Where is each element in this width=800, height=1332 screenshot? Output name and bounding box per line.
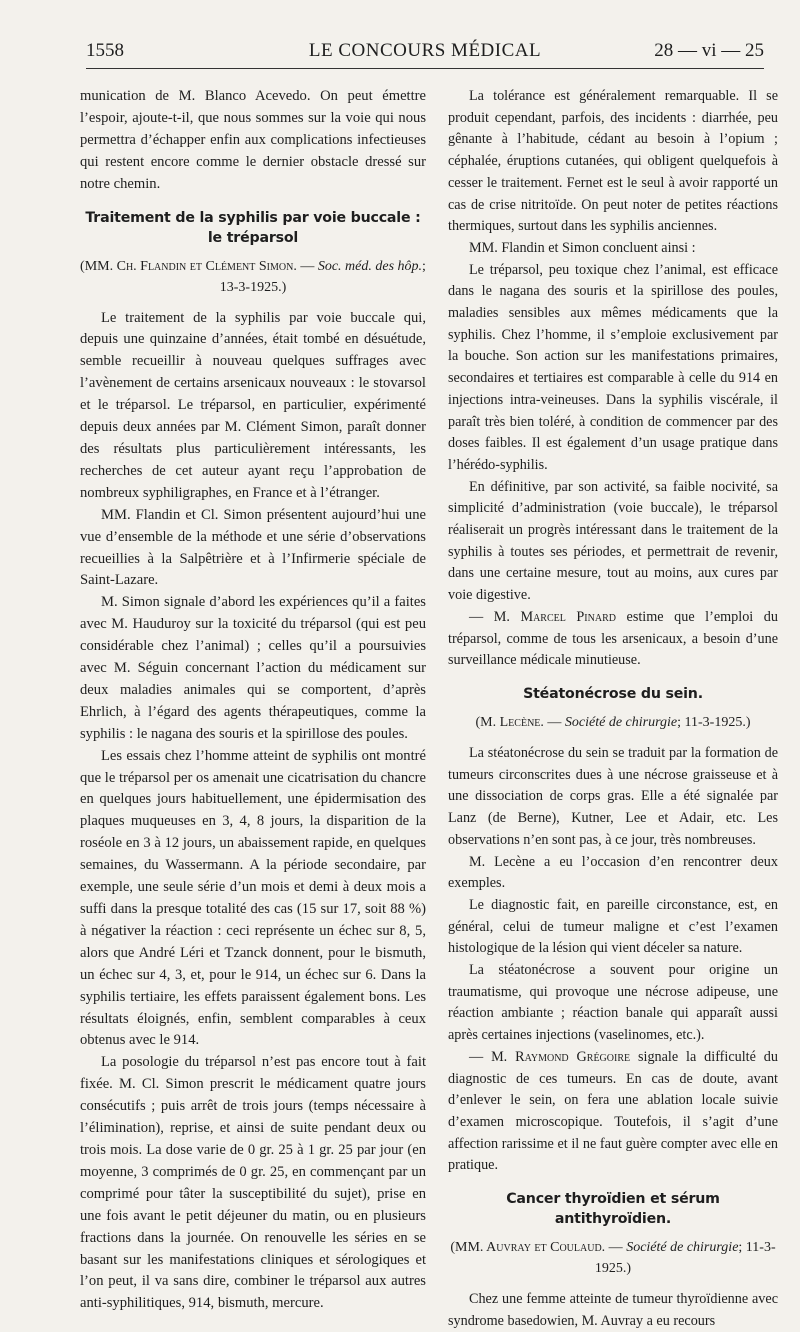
paragraph-text: signale la difficulté du diagnostic de ces tumeurs. En cas de doute, avant d’enlever le sein, on fera une ablation locale suivie d’examen microscopique. Toutefois, il s’agit d’une affection rarissime et il ne faut guère compter avec elle en pratique. — [448, 1048, 778, 1174]
issue-date: 28 — vi — 25 — [654, 40, 764, 61]
ref-date: ; 11-3-1925.) — [594, 1240, 776, 1277]
paragraph: Chez une femme atteinte de tumeur thyroïdienne avec syndrome basedowien, M. Auvray a eu recours — [448, 1291, 778, 1329]
paragraph: Le traitement de la syphilis par voie buccale qui, depuis une quinzaine d’années, était tombé en désuétude, semble recueillir à nouveau quelques suffrages avec l’avènement de certains arsenicaux nouveaux : le stovarsol et le tréparsol. Le tréparsol, en particulier, expérimenté depuis deux années par M. Clément Simon, paraît donner des résultats plus particulièrement intéressants, les recherches de cet auteur ayant reçu l’approbation de nombreux syphiligraphes, en France et à l’étranger. — [80, 309, 426, 501]
speaker-name: — M. Raymond Grégoire — [469, 1048, 631, 1065]
ref-source: Société de chirurgie — [564, 714, 678, 730]
paragraph: La stéatonécrose a souvent pour origine un traumatisme, qui provoque une nécrose adipeuse, une réaction ambiante ; réaction banale qui apparaît aussi après certaines injections (vaselinomes, etc.). — [448, 962, 778, 1044]
section-title: Traitement de la syphilis par voie buccale : le tréparsol — [85, 209, 421, 246]
ref-authors: (M. Lecène. — — [475, 714, 562, 730]
journal-title: LE CONCOURS MÉDICAL — [308, 40, 542, 61]
header-rule — [86, 68, 764, 69]
ref-authors: (MM. Auvray et Coulaud. — — [450, 1240, 623, 1256]
page-number: 1558 — [86, 40, 124, 61]
paragraph: Les essais chez l’homme atteint de syphilis ont montré que le tréparsol per os amenait une cicatrisation du chancre en quelques jours habituellement, une épidermisation des plaques muqueuses en 3, 4, 8 jours, la disparition de la roséole en 3 à 12 jours, un abaissement rapide, en quelques semaines, du Wassermann. A la période secondaire, par exemple, une seule série d’un mois et demi à deux mois a suffi dans la presque totalité des cas (15 sur 17, soit 88 %) à négativer la réaction : ceci représente un échec sur 8, 5, alors que André Léri et Tzanck donnent, pour le bismuth, un échec sur 4, 3, et, pour le 914, un échec sur 6. Dans la syphilis tertiaire, les effets paraissent également bons. Les résultats éloignés, enfin, semblent comparables à ceux obtenus avec le 914. — [80, 747, 426, 1049]
section-title: Stéatonécrose du sein. — [523, 685, 703, 702]
speaker-name: — M. Marcel Pinard — [469, 608, 616, 625]
paragraph: MM. Flandin et Cl. Simon présentent aujourd’hui une vue d’ensemble de la méthode et une série d’observations recueillies à la Salpêtrière et à l’Infirmerie spéciale de Saint-Lazare. — [80, 506, 426, 589]
section-reference — [448, 1237, 778, 1279]
section-title: Cancer thyroïdien et sérum antithyroïdien. — [506, 1191, 720, 1228]
paragraph: En définitive, par son activité, sa faible nocivité, sa simplicité d’administration (voie buccale), le tréparsol réaliserait un progrès intéressant dans le traitement de la syphilis à toutes ses périodes, et permettrait de revenir, dans une certaine mesure, tout au moins, aux cures par voie digestive. — [448, 478, 778, 604]
paragraph: MM. Flandin et Simon concluent ainsi : — [469, 239, 696, 256]
ref-date: ; 13-3-1925.) — [219, 258, 426, 295]
paragraph: M. Simon signale d’abord les expériences qu’il a faites avec M. Hauduroy sur la toxicité du tréparsol (qui est peu considérable chez l’animal) ; celles qu’il a poursuivies avec M. Séguin concernant l’action du médicament sur deux maladies animales qui se comportent, d’après Ehrlich, à l’égard des agents thérapeutiques, comme la syphilis : le nagana des souris et la spirillose des poules. — [80, 594, 426, 742]
paragraph — [448, 1047, 778, 1177]
paragraph: munication de M. Blanco Acevedo. On peut émettre l’espoir, ajoute-t-il, que nous sommes sur la voie qui nous permettra d’échapper enfin aux complications infectieuses qui restent encore comme le dernier obstacle dressé sur notre chemin. — [80, 88, 426, 192]
ref-source: Société de chirurgie — [626, 1240, 739, 1256]
paragraph: La posologie du tréparsol n’est pas encore tout à fait fixée. M. Cl. Simon prescrit le médicament quatre jours consécutifs ; puis arrêt de trois jours (temps nécessaire à l’élimination), reprise, et ainsi de suite pendant deux ou trois mois. La dose varie de 0 gr. 25 à 1 gr. 25 par jour (en moyenne, 3 comprimés de 0 gr. 25, en commençant par un comprimé pour tâter la susceptibilité du sujet), prise en une fois avant le petit déjeuner du matin, ou en plusieurs fractions dans la journée. On renouvelle les séries en se basant sur les manifestations cliniques et sérologiques et l’on peut, il va sans dire, combiner le tréparsol aux autres anti-syphilitiques, 914, bismuth, mercure. — [80, 1054, 426, 1312]
left-column — [80, 86, 426, 1315]
paragraph: La tolérance est généralement remarquable. Il se produit cependant, parfois, des incidents : diarrhée, peu gênante à l’habitude, cédant au besoin à l’opium ; céphalée, éruptions cutanées, qui obligent quelquefois à cesser le traitement. Fernet est le seul à avoir rapporté un cas de crise nitritoïde. On peut noter de petites réactions thermiques, surtout dans les syphilis anciennes. — [448, 88, 778, 235]
ref-authors: (MM. Ch. Flandin et Clément Simon. — — [80, 258, 315, 274]
right-column — [448, 86, 778, 1332]
section-reference — [448, 712, 778, 733]
ref-source: Soc. méd. des hôp. — [317, 258, 423, 274]
paragraph: Le diagnostic fait, en pareille circonstance, est, en général, celui de tumeur maligne et c’est l’examen histologique de la lésion qui vient déceler sa nature. — [448, 896, 778, 957]
paragraph: Le tréparsol, peu toxique chez l’animal, est efficace dans le nagana des souris et la spirillose des poules, maladies sensibles aux mêmes médicaments que la syphilis. Chez l’homme, il s’emploie exclusivement par la bouche. Son action sur les manifestations primaires, secondaires et tertiaires est comparable à celle du 914 en injections intra-veineuses. Dans la syphilis viscérale, il paraît très bien toléré, à condition de commencer par des doses faibles. Il est également d’un usage pratique dans l’hérédo-syphilis. — [448, 261, 778, 473]
running-header — [86, 38, 764, 68]
paragraph — [448, 607, 778, 672]
paragraph-text: estime que l’emploi du tréparsol, comme de tous les arsenicaux, a besoin d’une surveillance médicale minutieuse. — [448, 608, 778, 669]
paragraph: La stéatonécrose du sein se traduit par la formation de tumeurs circonscrites dues à une nécrose graisseuse et à une dissociation de corps gras. Elle a été signalée par Lanz (de Berne), Kutner, Lee et Adair, etc. Les observations n’en sont pas, à ce jour, très nombreuses. — [448, 744, 778, 848]
ref-date: ; 11-3-1925.) — [677, 714, 751, 730]
paragraph: M. Lecène a eu l’occasion d’en rencontrer deux exemples. — [448, 853, 778, 892]
section-reference — [80, 256, 426, 298]
